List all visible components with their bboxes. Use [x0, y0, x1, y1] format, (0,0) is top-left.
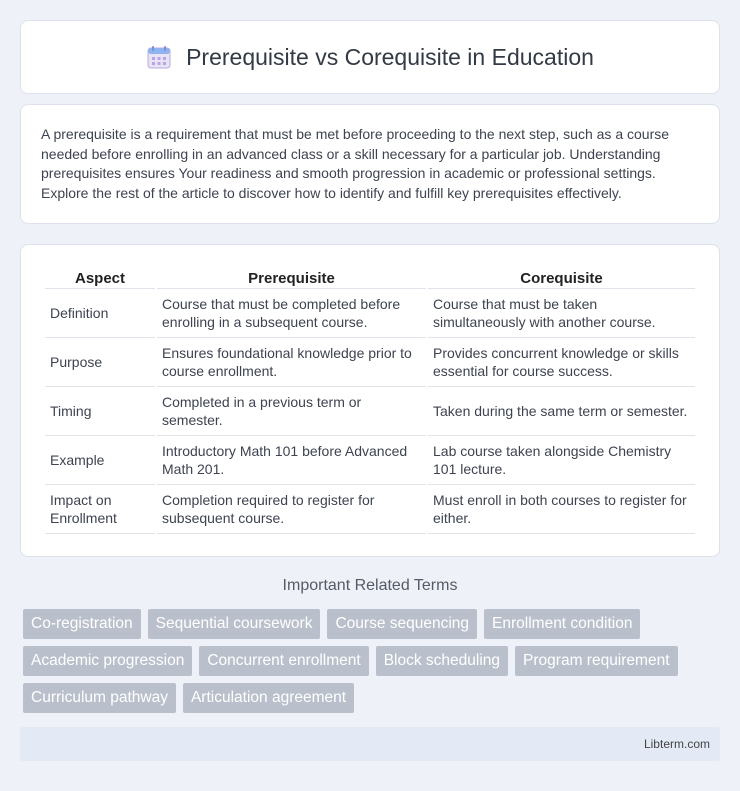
table-cell: Ensures foundational knowledge prior to course enrollment. [157, 338, 426, 387]
table-cell: Introductory Math 101 before Advanced Math 201. [157, 436, 426, 485]
header-aspect: Aspect [45, 265, 155, 289]
table-cell: Definition [45, 289, 155, 338]
related-term-tag[interactable]: Curriculum pathway [23, 683, 176, 713]
comparison-table [43, 265, 697, 534]
related-term-tag[interactable]: Co-registration [23, 609, 141, 639]
related-term-tag[interactable]: Block scheduling [376, 646, 508, 676]
table-cell: Provides concurrent knowledge or skills essential for course success. [428, 338, 695, 387]
related-term-tag[interactable]: Course sequencing [327, 609, 477, 639]
related-terms-tags [23, 609, 713, 713]
table-cell: Course that must be completed before enrolling in a subsequent course. [157, 289, 426, 338]
footer-site-link[interactable]: Libterm.com [643, 737, 710, 751]
table-header-row [45, 265, 695, 289]
table-cell: Impact on Enrollment [45, 485, 155, 534]
table-cell: Lab course taken alongside Chemistry 101 lecture. [428, 436, 695, 485]
table-cell: Completed in a previous term or semester. [157, 387, 426, 436]
table-cell: Purpose [45, 338, 155, 387]
intro-text: A prerequisite is a requirement that must be met before proceeding to the next step, such as a course needed before enrolling in an advanced class or a skill necessary for a particular job. Understanding prerequisites ensures Your readiness and smooth progression in academic or professional settings. Explore the rest of the article to discover how to identify and fulfill key prerequisites effectively. [41, 126, 670, 201]
table-cell: Taken during the same term or semester. [428, 387, 695, 436]
related-term-tag[interactable]: Concurrent enrollment [199, 646, 368, 676]
related-term-tag[interactable]: Enrollment condition [484, 609, 640, 639]
header-card [20, 20, 720, 94]
comparison-table-card [20, 244, 720, 557]
related-terms-title: Important Related Terms [282, 577, 458, 594]
calendar-icon [146, 44, 172, 70]
related-term-tag[interactable]: Program requirement [515, 646, 677, 676]
table-cell: Timing [45, 387, 155, 436]
footer [20, 727, 720, 761]
table-cell: Example [45, 436, 155, 485]
table-cell: Must enroll in both courses to register for either. [428, 485, 695, 534]
table-row [45, 387, 695, 436]
table-row [45, 485, 695, 534]
table-row [45, 436, 695, 485]
page-title: Prerequisite vs Corequisite in Education [186, 43, 594, 70]
header-prerequisite: Prerequisite [157, 265, 426, 289]
table-row [45, 338, 695, 387]
table-row [45, 289, 695, 338]
related-term-tag[interactable]: Sequential coursework [148, 609, 321, 639]
related-term-tag[interactable]: Academic progression [23, 646, 192, 676]
related-term-tag[interactable]: Articulation agreement [183, 683, 354, 713]
table-cell: Completion required to register for subsequent course. [157, 485, 426, 534]
table-cell: Course that must be taken simultaneously with another course. [428, 289, 695, 338]
intro-card [20, 104, 720, 224]
header-corequisite: Corequisite [428, 265, 695, 289]
